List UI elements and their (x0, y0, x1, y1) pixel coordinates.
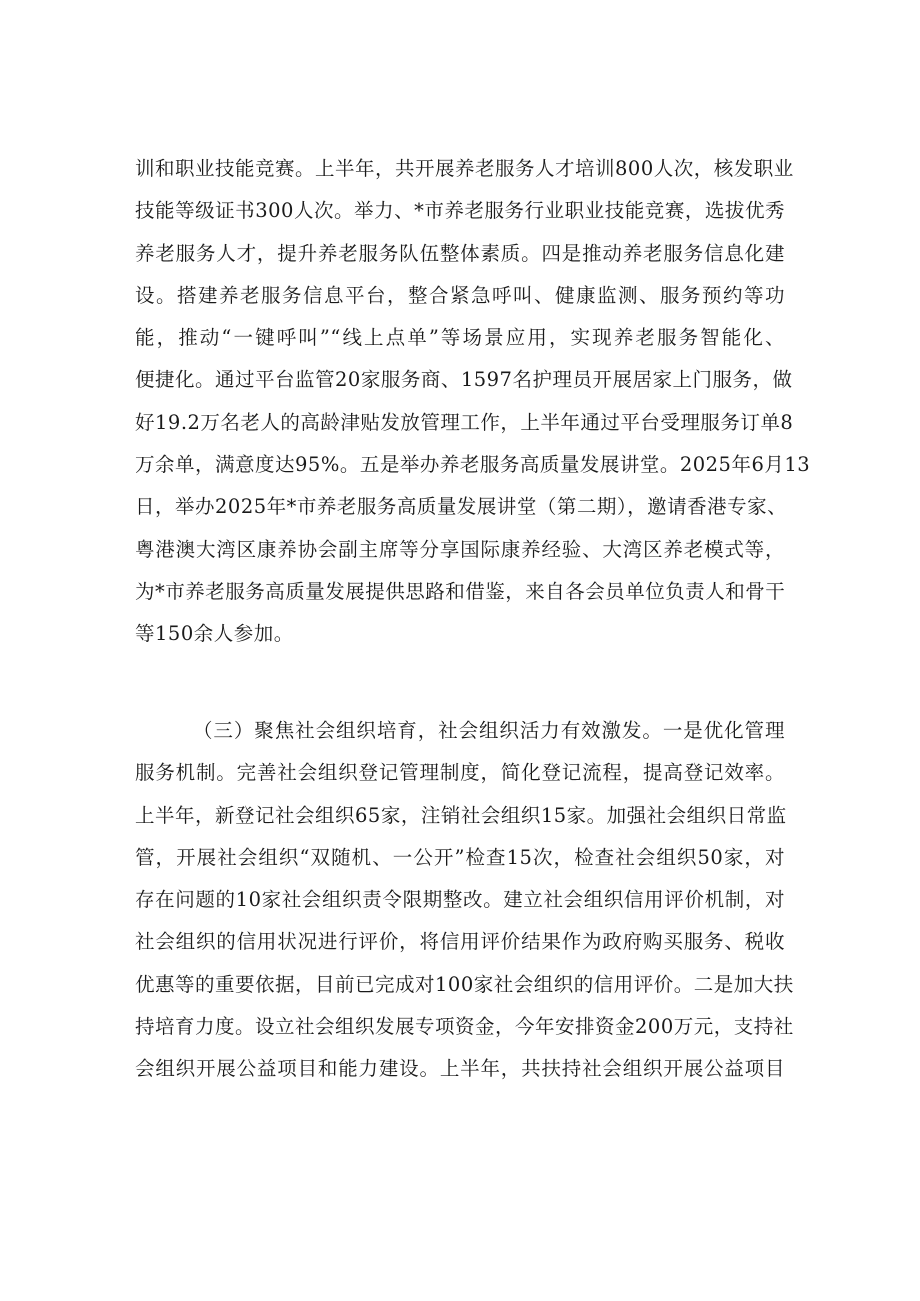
text-line: 会组织开展公益项目和能力建设。上半年，共扶持社会组织开展公益项目 (135, 1057, 785, 1081)
text-line: 社会组织的信用状况进行评价，将信用评价结果作为政府购买服务、税收 (135, 930, 785, 954)
paragraph-social-organizations (135, 710, 794, 1091)
section-heading-line: （三）聚焦社会组织培育，社会组织活力有效激发。一是优化管理 (193, 719, 785, 742)
text-line: 等150余人参加。 (135, 622, 294, 646)
text-line: 优惠等的重要依据，目前已完成对100家社会组织的信用评价。二是加大扶 (135, 972, 794, 996)
text-line: 粤港澳大湾区康养协会副主席等分享国际康养经验、大湾区养老模式等， (135, 537, 785, 561)
text-line: 管，开展社会组织“双随机、一公开”检查15次，检查社会组织50家，对 (135, 845, 785, 869)
text-line: 持培育力度。设立社会组织发展专项资金，今年安排资金200万元，支持社 (135, 1015, 794, 1039)
text-line: 能，推动“一键呼叫”“线上点单”等场景应用，实现养老服务智能化、 (135, 326, 785, 350)
text-line: 便捷化。通过平台监管20家服务商、1597名护理员开展居家上门服务，做 (135, 368, 793, 392)
text-line: 训和职业技能竞赛。上半年，共开展养老服务人才培训800人次，核发职业 (135, 157, 794, 180)
text-line: 为*市养老服务高质量发展提供思路和借鉴，来自各会员单位负责人和骨干 (135, 579, 786, 603)
paragraph-elderly-care-services (135, 148, 811, 656)
text-line: 技能等级证书300人次。举力、*市养老服务行业职业技能竞赛，选拔优秀 (135, 199, 785, 223)
text-line: 上半年，新登记社会组织65家，注销社会组织15家。加强社会组织日常监 (135, 803, 787, 827)
text-line: 日，举办2025年*市养老服务高质量发展讲堂（第二期），邀请香港专家、 (135, 495, 788, 519)
text-line: 服务机制。完善社会组织登记管理制度，简化登记流程，提高登记效率。 (135, 761, 785, 785)
text-line: 设。搭建养老服务信息平台，整合紧急呼叫、健康监测、服务预约等功 (135, 283, 785, 307)
text-line: 万余单，满意度达95%。五是举办养老服务高质量发展讲堂。2025年6月13 (135, 453, 811, 477)
text-line: 好19.2万名老人的高龄津贴发放管理工作，上半年通过平台受理服务订单8 (135, 410, 794, 434)
text-line: 养老服务人才，提升养老服务队伍整体素质。四是推动养老服务信息化建 (135, 241, 785, 265)
text-line: 存在问题的10家社会组织责令限期整改。建立社会组织信用评价机制，对 (135, 888, 785, 912)
